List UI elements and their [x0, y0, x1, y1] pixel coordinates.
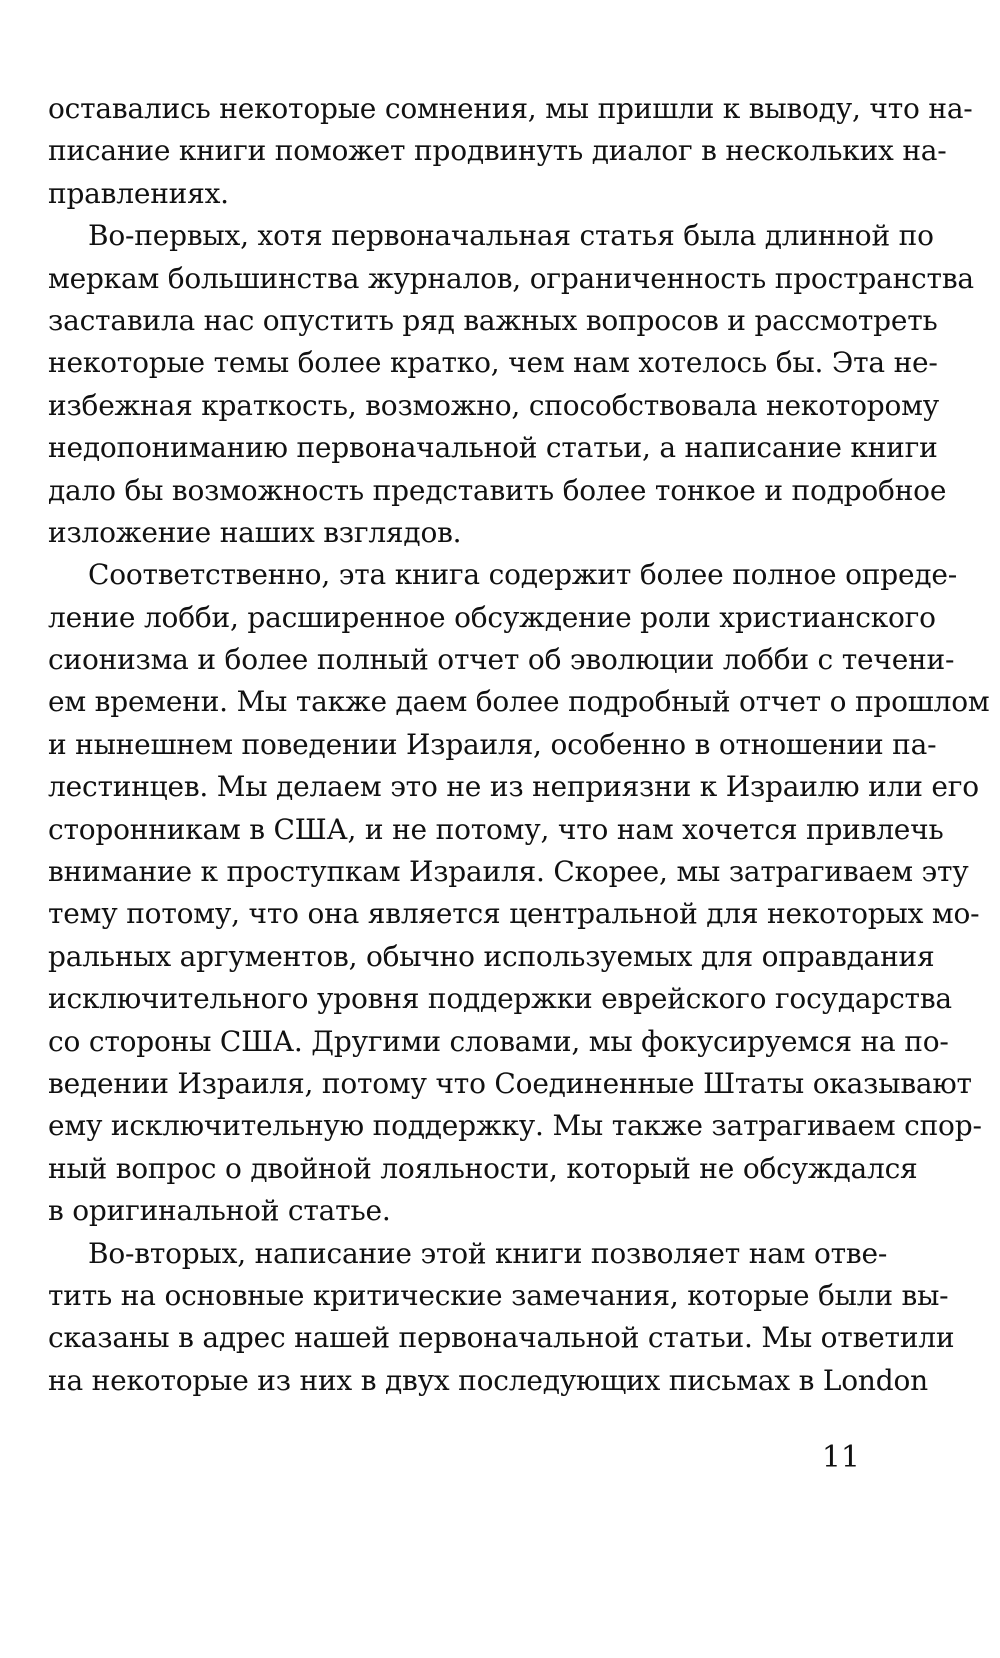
text-line: некоторые темы более кратко, чем нам хотелось бы. Эта не- — [48, 346, 938, 380]
text-line: избежная краткость, возможно, способствовала некоторому — [48, 388, 940, 422]
paragraph — [48, 554, 990, 1232]
text-line: сионизма и более полный отчет об эволюции лобби с течени- — [48, 643, 955, 677]
text-line: ный вопрос о двойной лояльности, который не обсуждался — [48, 1151, 918, 1185]
text-line: Соответственно, эта книга содержит более полное опреде- — [88, 558, 958, 592]
text-line: меркам большинства журналов, ограниченность пространства — [48, 261, 974, 295]
text-line: дало бы возможность представить более тонкое и подробное — [48, 473, 947, 507]
text-line: Во-первых, хотя первоначальная статья была длинной по — [88, 219, 934, 253]
page-number: 11 — [821, 1440, 860, 1475]
text-line: сказаны в адрес нашей первоначальной статьи. Мы ответили — [48, 1321, 955, 1355]
text-line: правлениях. — [48, 176, 229, 210]
text-line: внимание к проступкам Израиля. Скорее, мы затрагиваем эту — [48, 855, 969, 889]
text-line: со стороны США. Другими словами, мы фокусируемся на по- — [48, 1024, 949, 1058]
text-line: оставались некоторые сомнения, мы пришли к выводу, что на- — [48, 92, 973, 125]
paragraph — [48, 215, 974, 554]
paragraph — [48, 1233, 955, 1403]
text-line: на некоторые из них в двух последующих письмах в London — [48, 1363, 928, 1397]
text-line: сторонникам в США, и не потому, что нам хочется привлечь — [48, 812, 944, 846]
text-line: лестинцев. Мы делаем это не из неприязни к Израилю или его — [48, 770, 979, 804]
text-line: исключительного уровня поддержки еврейского государства — [48, 982, 952, 1016]
text-line: тему потому, что она является центральной для некоторых мо- — [48, 897, 980, 931]
page-body — [48, 88, 990, 1402]
text-line: тить на основные критические замечания, которые были вы- — [48, 1278, 949, 1312]
text-line: недопониманию первоначальной статьи, а написание книги — [48, 431, 938, 465]
text-line: ведении Израиля, потому что Соединенные Штаты оказывают — [48, 1066, 972, 1100]
text-line: и нынешнем поведении Израиля, особенно в отношении па- — [48, 727, 937, 761]
text-line: в оригинальной статье. — [48, 1194, 391, 1228]
text-line: Во-вторых, написание этой книги позволяет нам отве- — [88, 1236, 888, 1270]
text-line: изложение наших взглядов. — [48, 515, 462, 549]
text-line: ральных аргументов, обычно используемых для оправдания — [48, 939, 935, 973]
text-line: ему исключительную поддержку. Мы также затрагиваем спор- — [48, 1109, 982, 1143]
paragraph — [48, 88, 973, 215]
text-line: ем времени. Мы также даем более подробный отчет о прошлом — [48, 685, 990, 719]
text-line: заставила нас опустить ряд важных вопросов и рассмотреть — [48, 303, 938, 337]
text-line: ление лобби, расширенное обсуждение роли христианского — [48, 600, 936, 634]
text-line: писание книги поможет продвинуть диалог в нескольких на- — [48, 134, 947, 168]
